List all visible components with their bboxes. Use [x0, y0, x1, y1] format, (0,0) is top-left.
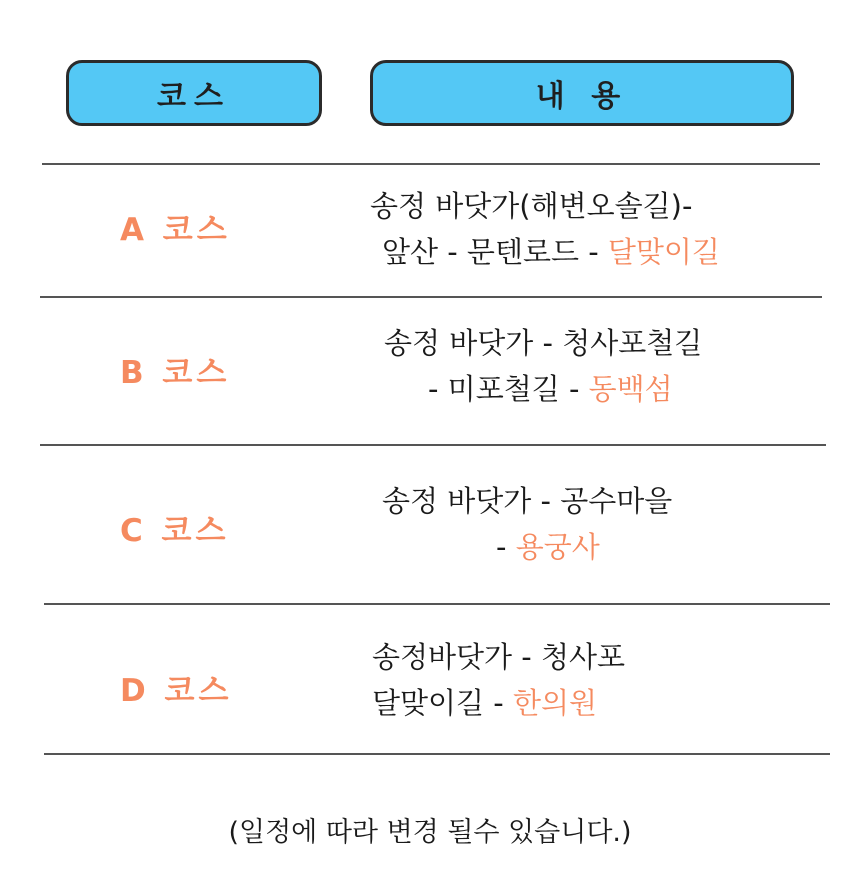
- route-text: 앞산 - 문텐로드 -: [382, 235, 608, 269]
- divider: [40, 444, 826, 446]
- divider: [40, 296, 822, 298]
- route-line-1: 송정 바닷가 - 공수마을: [382, 484, 673, 518]
- route-text: -: [496, 530, 516, 564]
- route-line-2: [372, 680, 625, 726]
- divider-bottom: [44, 753, 830, 755]
- divider: [44, 603, 830, 605]
- header-content: [370, 60, 794, 126]
- route-line-2: [382, 524, 672, 570]
- header-content-label: 내 용: [535, 79, 629, 114]
- route-destination: 용궁사: [515, 530, 600, 564]
- route-text: 달맞이길 -: [372, 686, 513, 720]
- course-label: B 코스: [120, 355, 231, 391]
- course-label: A 코스: [120, 212, 231, 248]
- route-text: - 미포철길 -: [428, 372, 589, 406]
- course-label: D 코스: [120, 673, 233, 709]
- route-line-1: 송정바닷가 - 청사포: [372, 640, 626, 674]
- header-course-label: 코스: [157, 79, 231, 114]
- course-description: [368, 183, 720, 275]
- footnote: (일정에 따라 변경 될수 있습니다.): [228, 817, 632, 848]
- route-destination: 동백섬: [588, 372, 673, 406]
- course-description: [372, 634, 625, 726]
- divider-top: [42, 163, 820, 165]
- route-line-1: 송정 바닷가 - 청사포철길: [384, 326, 703, 360]
- course-description: [382, 478, 672, 570]
- route-line-2: [368, 229, 720, 275]
- route-line-2: [384, 366, 702, 412]
- route-line-1: 송정 바닷가(해변오솔길)-: [370, 189, 693, 223]
- course-description: [384, 320, 702, 412]
- course-label: C 코스: [120, 513, 230, 549]
- route-destination: 달맞이길: [607, 235, 720, 269]
- route-destination: 한의원: [512, 686, 598, 720]
- header-course: [66, 60, 322, 126]
